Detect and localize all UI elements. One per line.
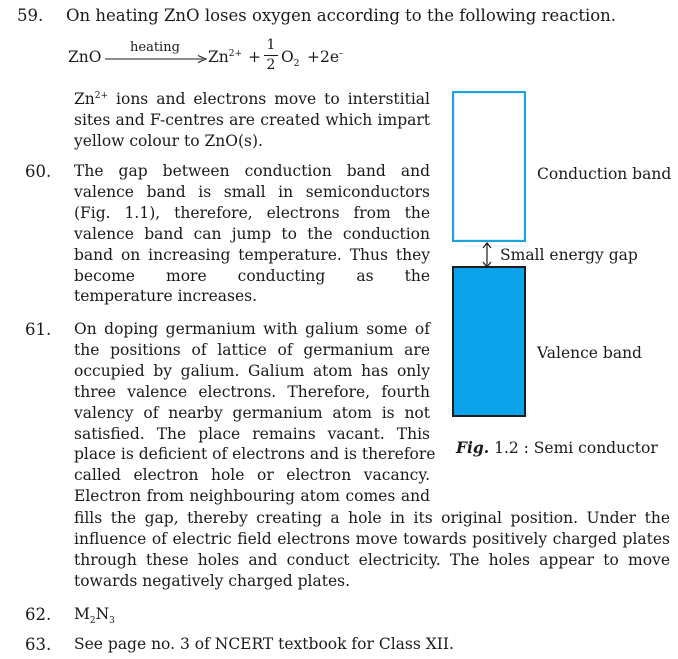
energy-gap-label: Small energy gap	[500, 246, 638, 264]
question-59-title: On heating ZnO loses oxygen according to the following reaction.	[66, 6, 617, 25]
answer-59-text	[74, 86, 430, 152]
text-line: influence of electric field electrons move towards positively charged plates	[74, 529, 670, 548]
equation-fraction: 1 2	[264, 37, 278, 74]
text-line: the positions of lattice of germanium are	[74, 340, 430, 359]
answer-61-text-wide	[74, 508, 670, 592]
valence-band-label: Valence band	[537, 344, 642, 362]
text-line: become more conducting as the	[74, 266, 430, 285]
figure-caption	[456, 438, 658, 457]
text-line: $Zn^{2+}$ ions and electrons move to interstitial	[74, 90, 430, 109]
equation-condition: heating	[130, 40, 180, 55]
text-line: fills the gap, thereby creating a hole in its original position. Under the	[74, 509, 670, 527]
question-number-60: 60.	[25, 162, 52, 181]
text-line: valence band is small in semiconductors	[74, 182, 430, 201]
answer-63-text: See page no. 3 of NCERT textbook for Class XII.	[74, 635, 454, 653]
text-line: Electron from neighbouring atom comes and	[74, 487, 430, 506]
reaction-equation	[68, 37, 368, 80]
text-line: towards negatively charged plates.	[74, 571, 351, 590]
text-line: through these holes and conduct electricity. The holes appear to move	[74, 550, 670, 569]
energy-gap-arrow-icon	[478, 241, 498, 269]
conduction-band-label: Conduction band	[537, 165, 672, 183]
text-line: called electron hole or electron vacancy.	[74, 466, 430, 485]
question-number-61: 61.	[25, 320, 52, 339]
equation-electrons: +2e–	[307, 48, 344, 66]
text-line: valence band can jump to the conduction	[74, 224, 430, 243]
conduction-band-box	[452, 91, 526, 242]
text-line: band on increasing temperature. Thus they	[74, 245, 430, 264]
answer-60-text	[74, 161, 430, 307]
equation-reactant: ZnO	[68, 48, 102, 66]
text-line: satisfied. The place remains vacant. This	[74, 424, 430, 443]
question-number-62: 62.	[25, 605, 52, 624]
question-number-59: 59.	[17, 6, 44, 25]
text-line: three valence electrons. Therefore, fourth	[74, 382, 430, 401]
figure-caption-text: 1.2 : Semi conductor	[494, 439, 658, 457]
text-line: valency of nearby germanium atom is not	[74, 403, 430, 422]
text-line: yellow colour to ZnO(s).	[74, 131, 263, 150]
answer-61-text-narrow	[74, 319, 436, 507]
text-line: place is deficient of electrons and is therefore	[74, 445, 436, 464]
text-line: sites and F-centres are created which impart	[74, 111, 430, 130]
answer-62-formula: $M_2N_3$	[74, 605, 115, 627]
question-number-63: 63.	[25, 635, 52, 654]
text-line: temperature increases.	[74, 287, 258, 306]
equation-product-zn: $Zn^{2+}$	[208, 48, 243, 66]
equation-oxygen: $O_2$	[281, 48, 300, 70]
reaction-arrow-icon	[105, 54, 209, 64]
equation-plus: +	[248, 48, 261, 66]
text-line: (Fig. 1.1), therefore, electrons from the	[74, 203, 430, 222]
text-line: occupied by galium. Galium atom has only	[74, 361, 430, 380]
valence-band-box	[452, 266, 526, 417]
text-line: On doping germanium with galium some of	[74, 320, 430, 338]
figure-caption-prefix: Fig.	[456, 438, 490, 457]
text-line: The gap between conduction band and	[74, 162, 430, 180]
